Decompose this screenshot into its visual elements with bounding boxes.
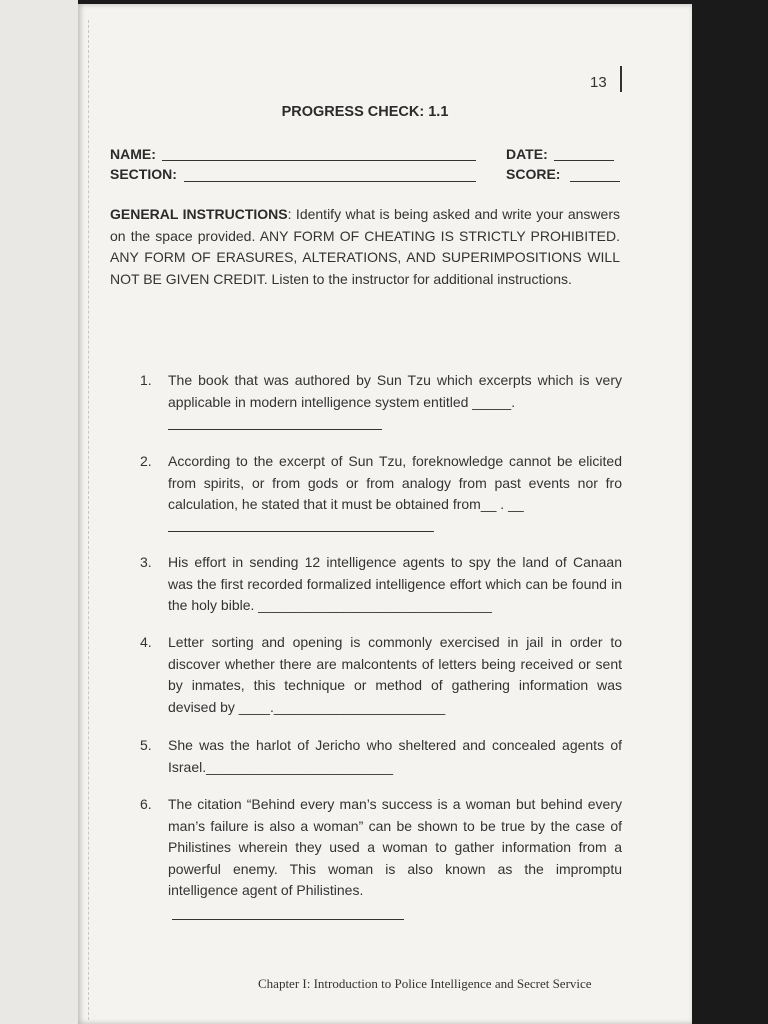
section-field[interactable]: [184, 181, 476, 182]
question-number: 5.: [140, 737, 152, 753]
question-item: [140, 794, 622, 902]
question-text: She was the harlot of Jericho who sheltered and concealed agents of Israel.________________________: [168, 737, 622, 775]
question-number: 2.: [140, 453, 152, 469]
general-instructions: [110, 204, 620, 290]
page-title: PROGRESS CHECK: 1.1: [281, 104, 449, 120]
instructions-body: : Identify what is being asked and write your answers on the space provided. ANY FORM OF CHEATING IS STRICTLY PROHIBITED. ANY FORM OF ERASURES, ALTERATIONS, AND SUPERIMPOSITIONS WILL NOT BE GIVEN CREDIT. Listen to the instructor for additional instructions.: [110, 206, 620, 287]
question-item: [140, 632, 622, 718]
instructions-heading: GENERAL INSTRUCTIONS: [110, 206, 288, 222]
question-item: [140, 370, 622, 413]
question-text: The citation “Behind every man’s success is a woman but behind every man’s failure is also a woman” can be shown to be true by the case of Philistines wherein they used a woman to gather information from a powerful enemy. This woman is also known as the impromptu intelligence agent of Philistines.: [168, 796, 622, 898]
question-text: His effort in sending 12 intelligence agents to spy the land of Canaan was the first recorded formalized intelligence effort which can be found in the holy bible. ______________________________: [168, 554, 622, 613]
question-text: Letter sorting and opening is commonly exercised in jail in order to discover whether there are malcontents of letters being received or sent by inmates, this technique or method of gathering information was devised by ____.______________________: [168, 634, 622, 715]
question-number: 3.: [140, 554, 152, 570]
name-label: NAME:: [110, 146, 156, 162]
page-number: 13: [590, 74, 607, 91]
question-item: [140, 451, 622, 516]
section-label: SECTION:: [110, 166, 177, 182]
date-field[interactable]: [554, 160, 614, 161]
score-field[interactable]: [570, 181, 620, 182]
score-label: SCORE:: [506, 166, 561, 182]
date-label: DATE:: [506, 146, 548, 162]
page-number-bar: [620, 66, 622, 92]
chapter-footer: Chapter I: Introduction to Police Intelligence and Secret Service: [258, 976, 592, 991]
question-text: The book that was authored by Sun Tzu which excerpts which is very applicable in modern intelligence system entitled _____.: [168, 372, 622, 410]
question-number: 1.: [140, 372, 152, 388]
answer-line[interactable]: [168, 429, 382, 430]
answer-line[interactable]: [172, 919, 404, 920]
question-text: According to the excerpt of Sun Tzu, foreknowledge cannot be elicited from spirits, or from gods or from analogy from past events nor fro calculation, he stated that it must be obtained from__ . __: [168, 453, 622, 512]
name-field[interactable]: [162, 160, 476, 161]
question-item: [140, 735, 622, 778]
answer-line[interactable]: [168, 531, 434, 532]
question-number: 4.: [140, 634, 152, 650]
question-item: [140, 552, 622, 617]
question-number: 6.: [140, 796, 152, 812]
binding-margin-line: [88, 20, 89, 1020]
page-margin: [0, 0, 78, 1024]
